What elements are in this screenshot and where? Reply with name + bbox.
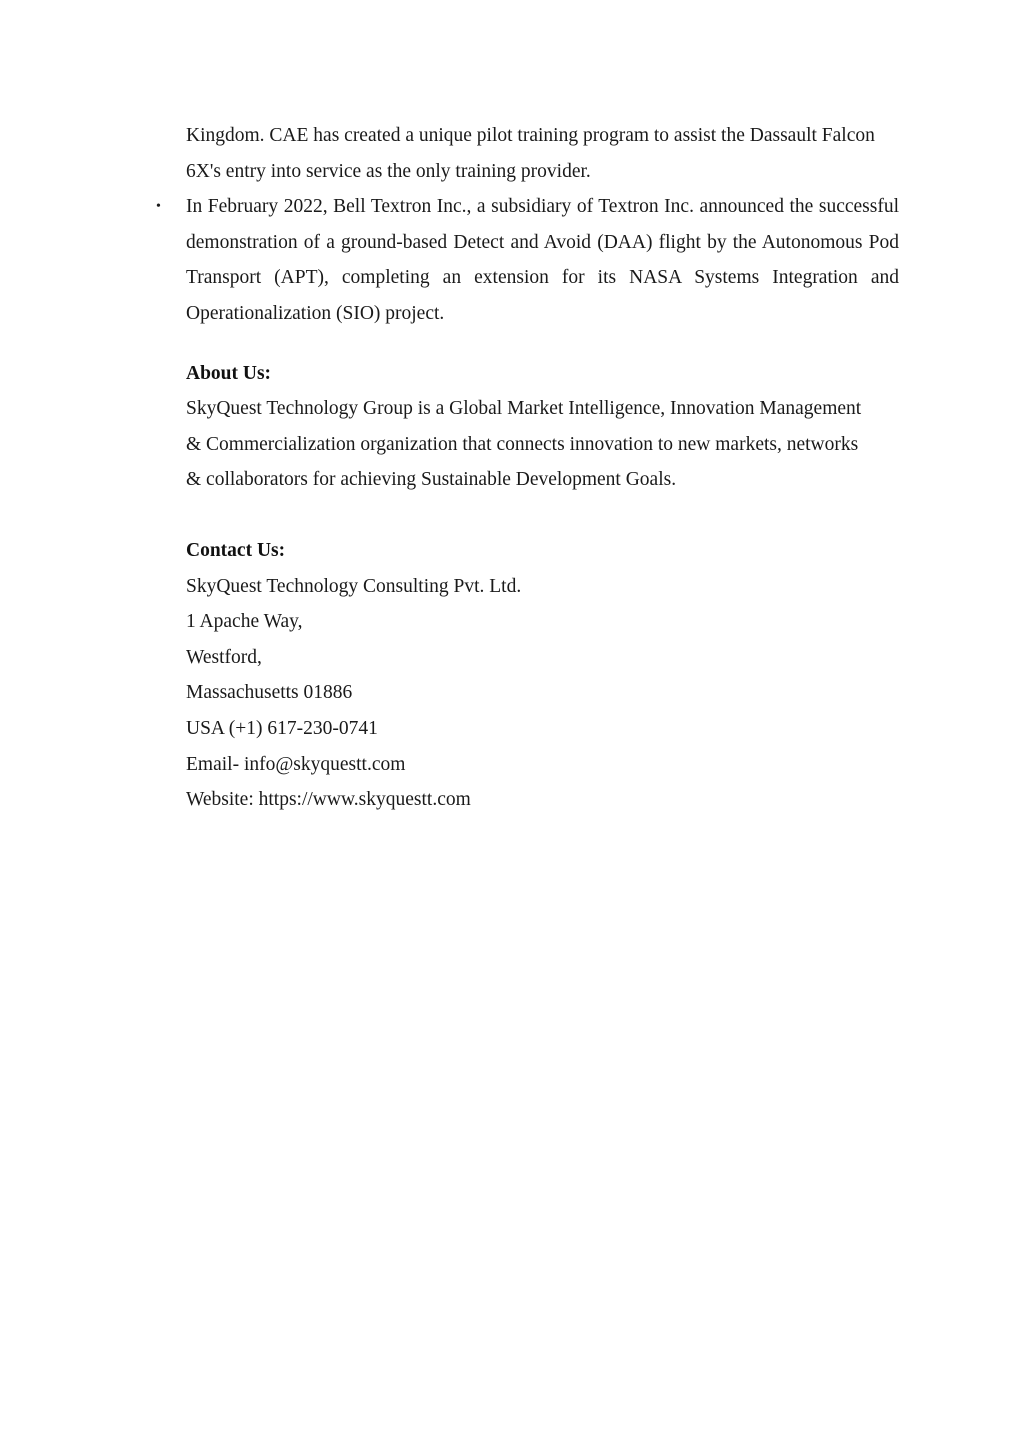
contact-company: SkyQuest Technology Consulting Pvt. Ltd. xyxy=(186,575,522,597)
contact-email[interactable]: Email- info@skyquestt.com xyxy=(186,753,406,775)
bullet-icon: • xyxy=(156,199,161,215)
contact-section xyxy=(186,533,899,818)
about-paragraph: SkyQuest Technology Group is a Global Market Intelligence, Innovation Management & Commercialization organization that connects innovation to new markets, networks & collaborators for achieving Sustainable Development Goals. xyxy=(186,398,862,491)
contact-phone: USA (+1) 617-230-0741 xyxy=(186,717,378,739)
contact-heading: Contact Us: xyxy=(186,539,286,561)
contact-address-line1: 1 Apache Way, xyxy=(186,611,303,633)
bullet-text: In February 2022, Bell Textron Inc., a subsidiary of Textron Inc. announced the successful demonstration of a ground-based Detect and Avoid (DAA) flight by the Autonomous Pod Transport (APT), completing an extension for its NASA Systems Integration and Operationalization (SIO) project. xyxy=(186,196,899,324)
continuation-paragraph: Kingdom. CAE has created a unique pilot training program to assist the Dassault Falcon 6X's entry into service as the only training provider. xyxy=(186,125,875,182)
document-content xyxy=(156,118,899,818)
bullet-list xyxy=(156,189,899,331)
about-heading: About Us: xyxy=(186,362,272,384)
contact-address-line3: Massachusetts 01886 xyxy=(186,682,353,704)
contact-address-line2: Westford, xyxy=(186,646,262,668)
about-section xyxy=(186,356,899,498)
list-item xyxy=(156,189,899,331)
contact-website[interactable]: Website: https://www.skyquestt.com xyxy=(186,789,471,811)
